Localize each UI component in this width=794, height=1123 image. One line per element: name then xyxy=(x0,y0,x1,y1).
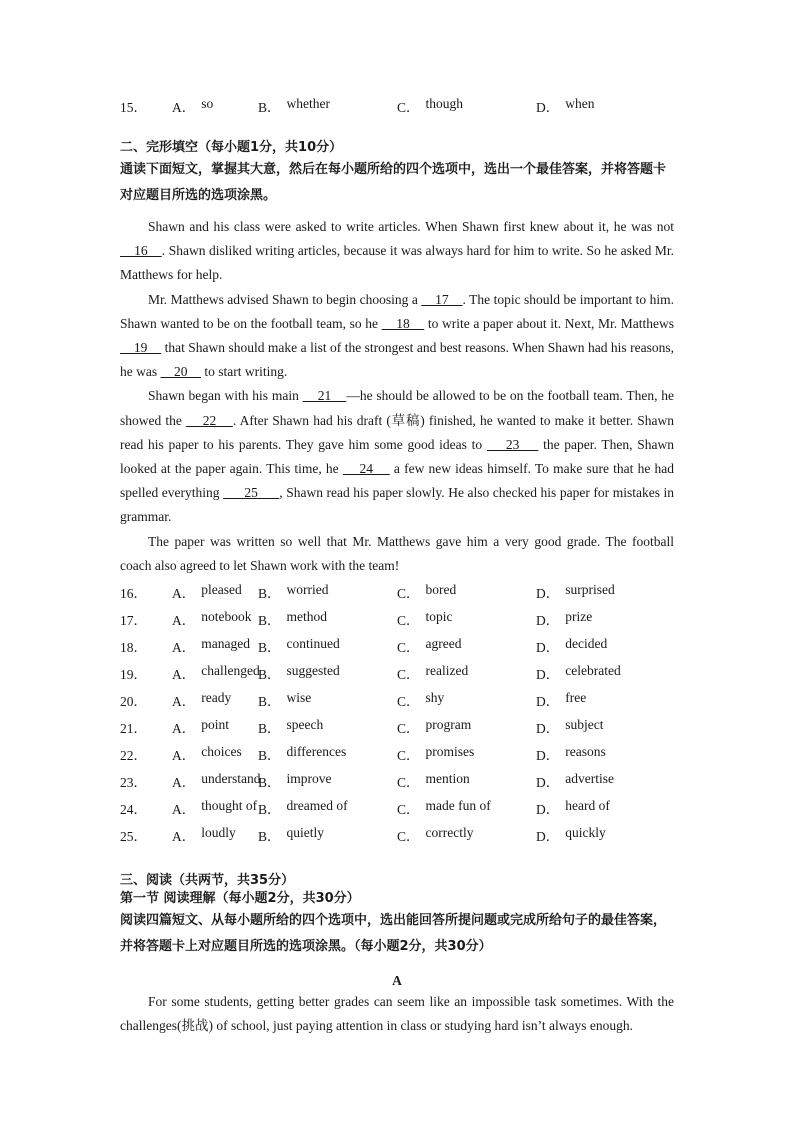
option-a[interactable]: A． pleased xyxy=(172,581,242,601)
option-c[interactable]: C． bored xyxy=(397,581,457,601)
option-c[interactable]: C． promises xyxy=(397,743,475,763)
cloze-paragraph-4: The paper was written so well that Mr. Matthews gave him a very good grade. The football coach also agreed to let Shawn work with the team! xyxy=(120,533,674,573)
cloze-paragraph-3: Shawn began with his main 21 —he should be allowed to be on the football team. Then, he showed the 22 . After Shawn had his draft (草稿) finished, he wanted to make it better. Shawn read his paper to his parents. They gave him some good ideas to 23 the paper. Then, Shawn looked at the paper again. This time, he 24 a few new ideas himself. To make sure that he had spelled everything 25 , Shawn read his paper slowly. He also checked his paper for mistakes in grammar. xyxy=(120,388,675,525)
question-18: 18． A． managed B． continued C． agreed D． decided xyxy=(120,632,674,659)
blank-25: 25 xyxy=(223,485,280,501)
option-d[interactable]: D． surprised xyxy=(536,581,615,601)
option-c[interactable]: C． realized xyxy=(397,662,469,682)
option-a[interactable]: A． choices xyxy=(172,743,242,763)
option-c[interactable]: C． agreed xyxy=(397,635,462,655)
cloze-passage xyxy=(120,215,674,578)
option-b[interactable]: B． differences xyxy=(258,743,347,763)
question-16: 16． A． pleased B． worried C． bored D． surprised xyxy=(120,578,674,605)
option-d[interactable]: D． when xyxy=(536,95,595,115)
option-b[interactable]: B． wise xyxy=(258,689,312,709)
option-b[interactable]: B． speech xyxy=(258,716,324,736)
option-b[interactable]: B． dreamed of xyxy=(258,797,348,817)
blank-16: 16 xyxy=(120,243,162,259)
blank-22: 22 xyxy=(186,412,233,428)
option-d[interactable]: D． heard of xyxy=(536,797,610,817)
question-23: 23． A． understand B． improve C． mention D． advertise xyxy=(120,767,674,794)
cloze-instruction: 通读下面短文，掌握其大意，然后在每小题所给的四个选项中，选出一个最佳答案，并将答题卡对应题目所选的选项涂黑。 xyxy=(120,162,667,203)
option-a[interactable]: A． managed xyxy=(172,635,250,655)
option-c[interactable]: C． shy xyxy=(397,689,445,709)
option-d[interactable]: D． decided xyxy=(536,635,608,655)
option-d[interactable]: D． quickly xyxy=(536,824,606,844)
question-21: 21． A． point B． speech C． program D． subject xyxy=(120,713,674,740)
option-b[interactable]: B． continued xyxy=(258,635,340,655)
blank-23: 23 xyxy=(486,436,539,452)
option-a[interactable]: A． challenged xyxy=(172,662,260,682)
option-b[interactable]: B． worried xyxy=(258,581,329,601)
option-d[interactable]: D． prize xyxy=(536,608,593,628)
option-d[interactable]: D． subject xyxy=(536,716,604,736)
blank-17: 17 xyxy=(421,291,463,307)
blank-21: 21 xyxy=(302,388,347,404)
option-b[interactable]: B． improve xyxy=(258,770,332,790)
option-c[interactable]: C． made fun of xyxy=(397,797,491,817)
option-d[interactable]: D． reasons xyxy=(536,743,606,763)
option-a[interactable]: A． so xyxy=(172,95,214,115)
option-a[interactable]: A． point xyxy=(172,716,230,736)
blank-20: 20 xyxy=(160,364,201,380)
question-24: 24． A． thought of B． dreamed of C． made fun of D． heard of xyxy=(120,794,674,821)
option-d[interactable]: D． advertise xyxy=(536,770,614,790)
cloze-section xyxy=(120,139,674,578)
blank-18: 18 xyxy=(381,315,425,331)
cloze-title: 二、完形填空（每小题1分，共10分） xyxy=(120,140,343,155)
reading-section xyxy=(120,872,674,1038)
reading-instruction: 阅读四篇短文、从每小题所给的四个选项中，选出能回答所提问题或完成所给句子的最佳答案，并将答题卡上对应题目所选的选项涂黑。（每小题2分，共30分） xyxy=(120,913,667,954)
option-a[interactable]: A． notebook xyxy=(172,608,252,628)
option-b[interactable]: B． quietly xyxy=(258,824,325,844)
cloze-paragraph-2: Mr. Matthews advised Shawn to begin choosing a 17 . The topic should be important to him. Shawn wanted to be on the football team, so he 18 to write a paper about it. Next, Mr. Matthews 19 that Shawn should make a list of the strongest and best reasons. When Shawn had his reasons, he was 20 to start writing. xyxy=(120,291,675,380)
option-a[interactable]: A． thought of xyxy=(172,797,258,817)
cloze-paragraph-1: Shawn and his class were asked to write articles. When Shawn first knew about it, he was not 16 . Shawn disliked writing articles, because it was always hard for him to write. So he asked Mr. Matthews for help. xyxy=(120,219,675,283)
option-c[interactable]: C． topic xyxy=(397,608,453,628)
passage-letter: A xyxy=(392,973,402,988)
option-d[interactable]: D． free xyxy=(536,689,587,709)
option-c[interactable]: C． program xyxy=(397,716,472,736)
option-a[interactable]: A． loudly xyxy=(172,824,236,844)
option-b[interactable]: B． whether xyxy=(258,95,330,115)
question-19: 19． A． challenged B． suggested C． realized D． celebrated xyxy=(120,659,674,686)
option-a[interactable]: A． understand xyxy=(172,770,261,790)
option-c[interactable]: C． though xyxy=(397,95,464,115)
question-number: 15． xyxy=(120,99,147,115)
blank-24: 24 xyxy=(342,461,390,477)
option-a[interactable]: A． ready xyxy=(172,689,232,709)
question-20: 20． A． ready B． wise C． shy D． free xyxy=(120,686,674,713)
option-c[interactable]: C． mention xyxy=(397,770,470,790)
option-c[interactable]: C． correctly xyxy=(397,824,474,844)
blank-19: 19 xyxy=(120,340,162,356)
option-b[interactable]: B． suggested xyxy=(258,662,340,682)
question-22: 22． A． choices B． differences C． promises D． reasons xyxy=(120,740,674,767)
reading-subtitle: 第一节 阅读理解（每小题2分，共30分） xyxy=(120,891,360,906)
question-25: 25． A． loudly B． quietly C． correctly D． quickly xyxy=(120,821,674,848)
option-b[interactable]: B． method xyxy=(258,608,328,628)
option-d[interactable]: D． celebrated xyxy=(536,662,621,682)
question-17: 17． A． notebook B． method C． topic D． prize xyxy=(120,605,674,632)
passage-a-text: For some students, getting better grades can seem like an impossible task sometimes. With the challenges(挑战) of school, just paying attention in class or studying hard isn’t always enough. xyxy=(120,994,674,1034)
reading-title: 三、阅读（共两节，共35分） xyxy=(120,873,295,888)
question-15 xyxy=(120,92,674,119)
cloze-questions xyxy=(120,578,674,848)
